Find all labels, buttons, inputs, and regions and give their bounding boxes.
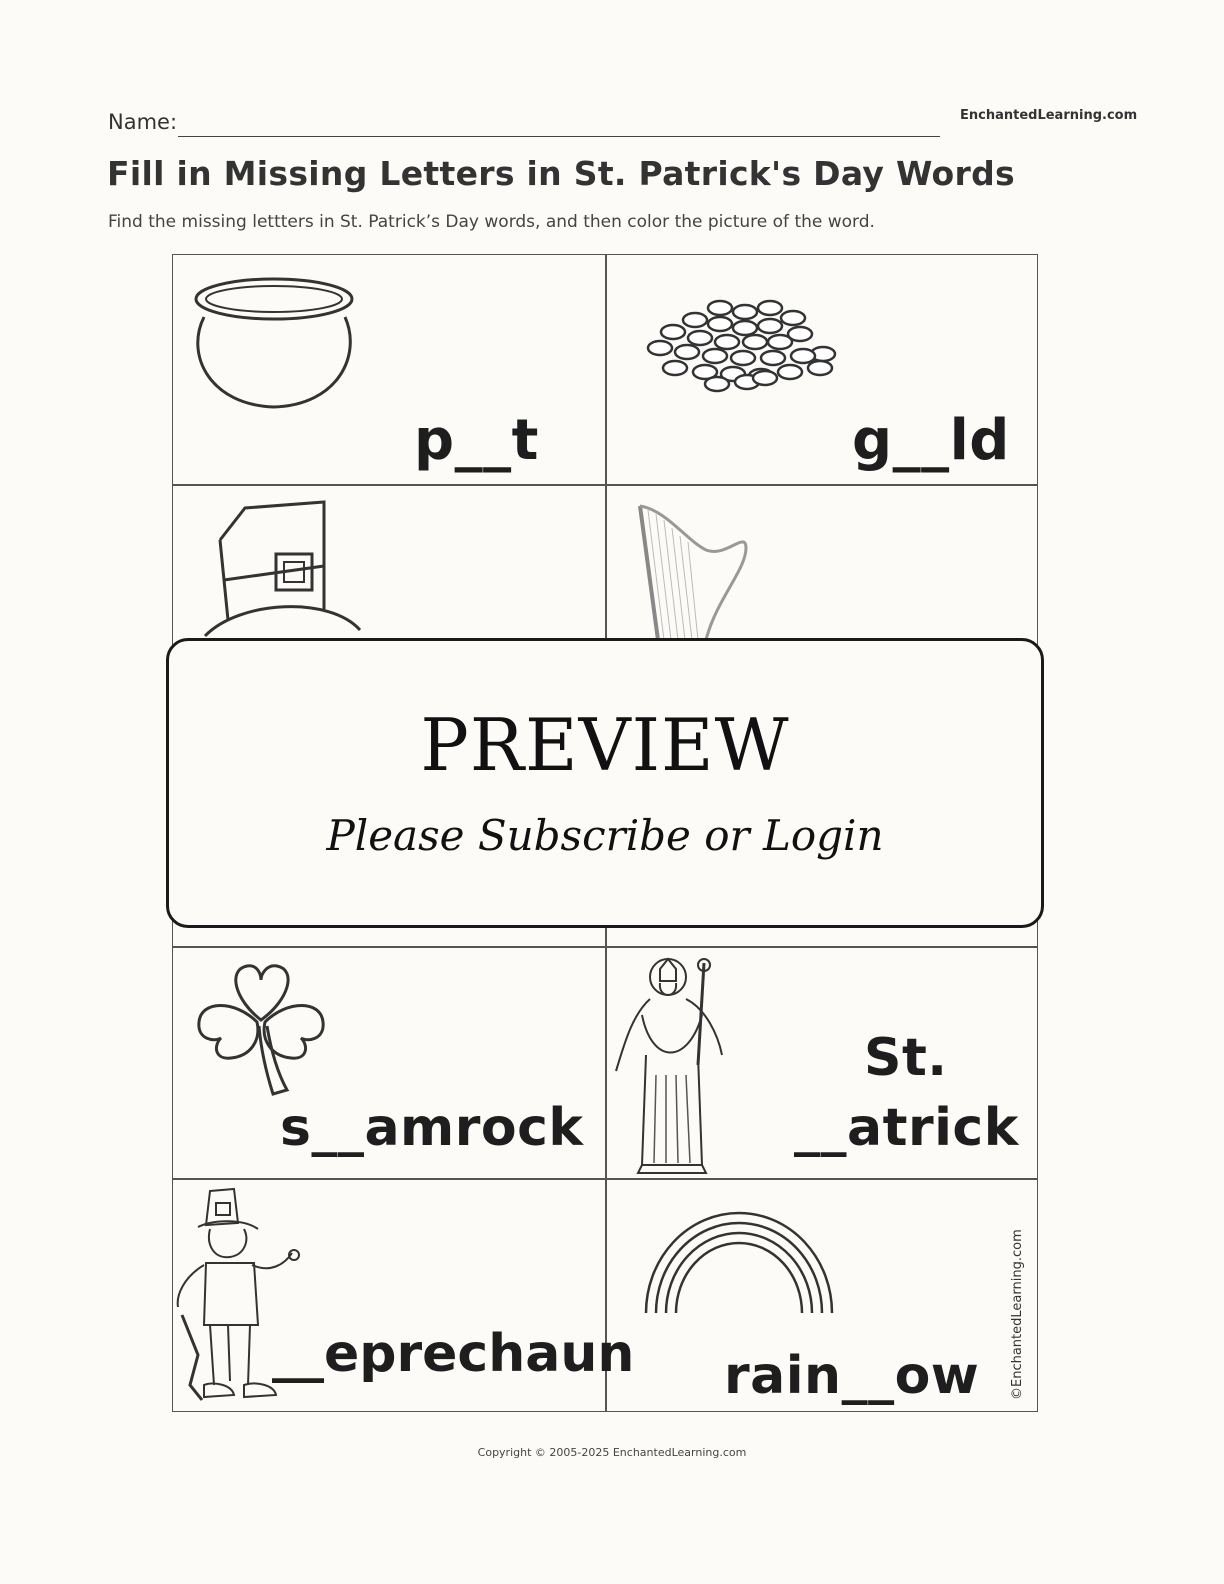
shamrock-picture bbox=[195, 960, 330, 1100]
grid-divider bbox=[172, 484, 1038, 486]
preview-overlay[interactable] bbox=[166, 638, 1044, 928]
page-title: Fill in Missing Letters in St. Patrick's Day Words bbox=[107, 154, 1015, 193]
word-gold: g__ld bbox=[852, 408, 1010, 473]
grid-divider bbox=[172, 946, 1038, 948]
hat-picture bbox=[200, 500, 370, 640]
site-label: EnchantedLearning.com bbox=[960, 108, 1138, 123]
word-patrick-line2: __atrick bbox=[794, 1098, 1019, 1158]
name-field-line[interactable] bbox=[178, 136, 940, 137]
preview-title: PREVIEW bbox=[420, 703, 790, 787]
rainbow-picture bbox=[642, 1205, 837, 1315]
grid-divider bbox=[172, 1178, 1038, 1180]
st-patrick-picture bbox=[612, 955, 732, 1175]
word-patrick-line1: St. bbox=[864, 1028, 948, 1088]
harp-picture bbox=[636, 500, 756, 640]
name-label: Name: bbox=[108, 110, 178, 134]
word-shamrock: s__amrock bbox=[280, 1098, 584, 1158]
subscribe-login-prompt[interactable]: Please Subscribe or Login bbox=[326, 811, 884, 860]
instructions: Find the missing lettters in St. Patrick’s Day words, and then color the picture of the word. bbox=[108, 212, 875, 232]
gold-coins-picture bbox=[645, 298, 845, 398]
word-leprechaun: __eprechaun bbox=[272, 1324, 635, 1384]
pot-picture bbox=[190, 275, 360, 415]
word-pot: p__t bbox=[414, 408, 539, 473]
footer-copyright: Copyright © 2005-2025 EnchantedLearning.com bbox=[477, 1446, 747, 1459]
side-copyright: ©EnchantedLearning.com bbox=[1010, 1229, 1025, 1400]
word-rainbow: rain__ow bbox=[724, 1346, 980, 1406]
